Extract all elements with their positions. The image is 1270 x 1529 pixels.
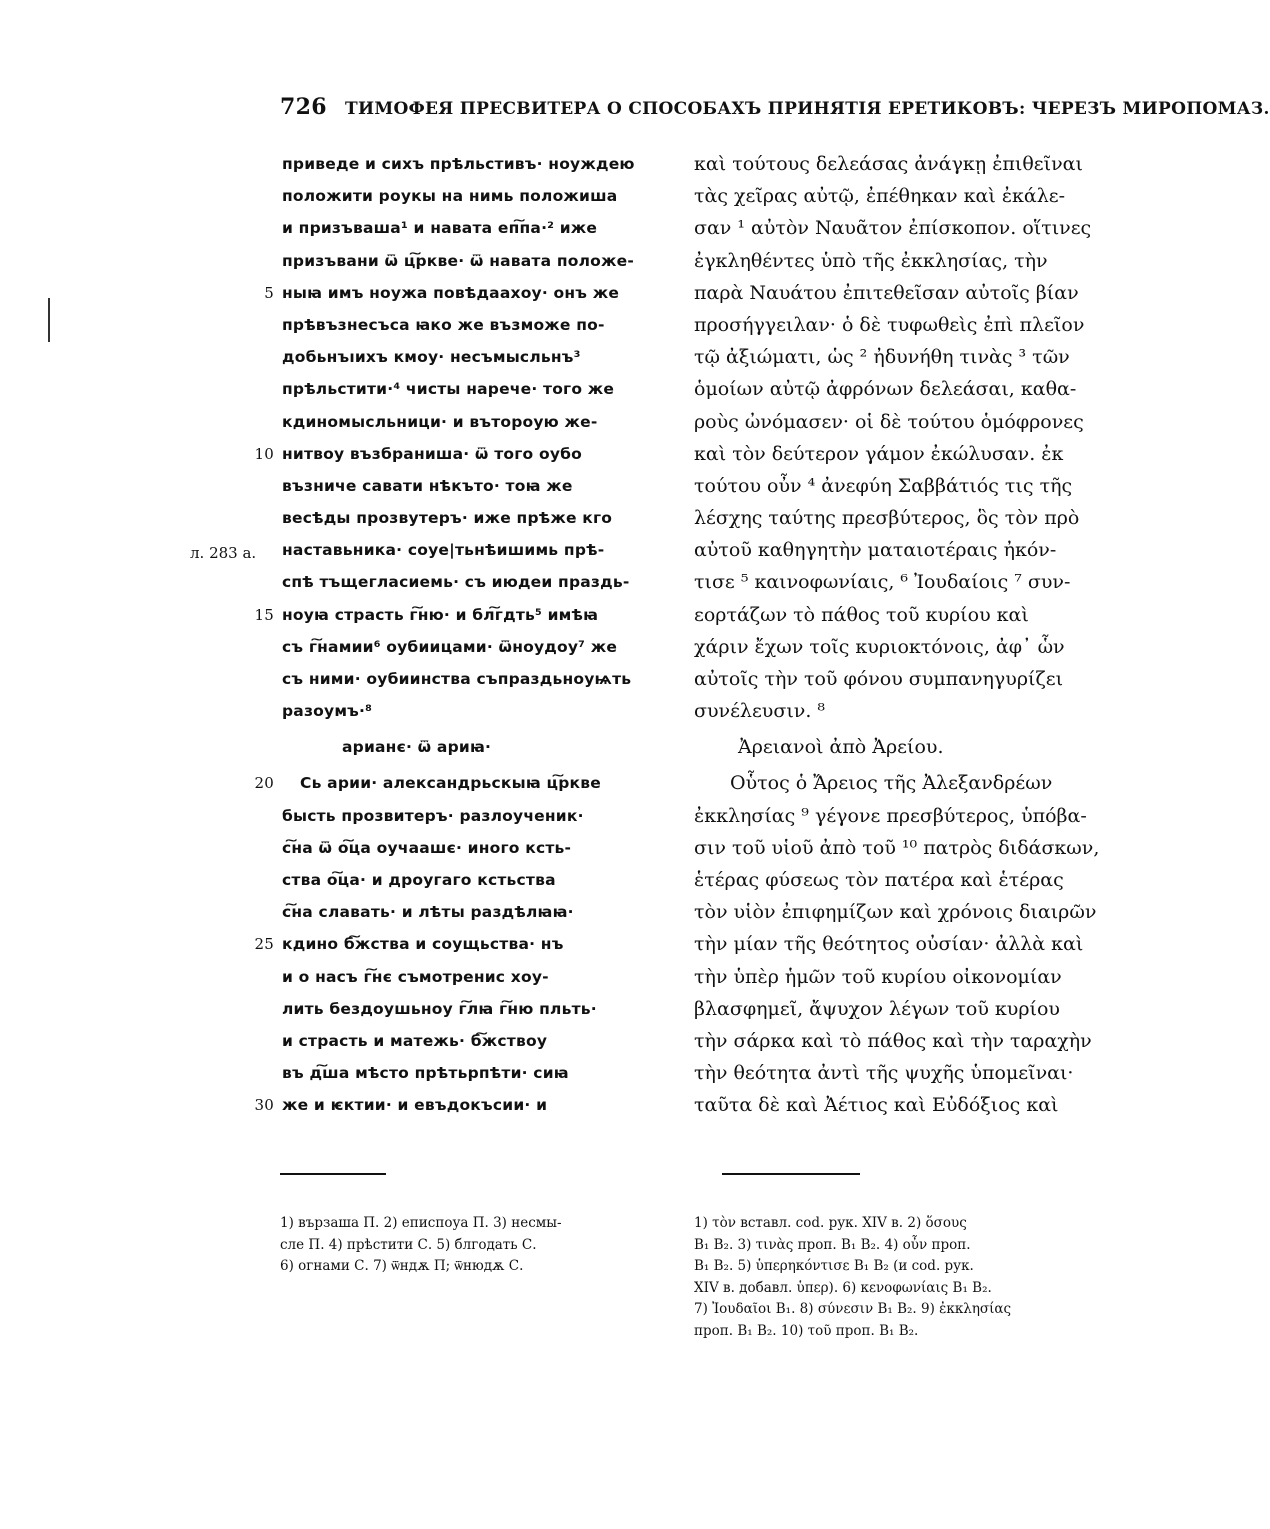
text-line	[254, 599, 670, 631]
line-text: прѣвъзнесъса ꙗко же възможе по-	[282, 315, 605, 334]
footnote-rule-left	[280, 1173, 386, 1175]
line-text: с͠на славать· и лѣты раздѣлꙗꙗ·	[282, 903, 574, 922]
line-text: с͠на ѿ о͠ца оучаашє· иного ксть-	[282, 838, 572, 857]
line-text: положити роукы на нимь положиша	[282, 187, 618, 206]
text-line: τὸν υἱὸν ἐπιφημίζων καὶ χρόνοις διαιρῶν	[694, 901, 1097, 924]
line-text: съ г͠намии⁶ оубиицами· ѿноудоу⁷ же	[282, 637, 618, 656]
text-line: Οὗτος ὁ Ἄρειος τῆς Ἀλεξανδρέων	[730, 772, 1053, 795]
line-text: и о насъ г͠нє съмотренис хоу-	[282, 967, 549, 986]
text-line: χάριν ἔχων τοῖς κυριοκτόνοις, ἀφ᾽ ὧν	[694, 635, 1065, 658]
text-line	[254, 767, 670, 799]
section-heading: арианє· ѿ ариꙗ·	[342, 738, 492, 757]
footnote-line: 1) вързаша П. 2) еписпоуа П. 3) несмы-	[280, 1215, 562, 1231]
text-line: συνέλευσιν. ⁸	[694, 700, 826, 723]
text-line: αὐτοῖς τὴν τοῦ φόνου συμπανηγυρίζει	[694, 668, 1064, 690]
text-line	[282, 993, 670, 1025]
text-line: προσήγγειλαν· ὁ δὲ τυφωθεὶς ἐπὶ πλεῖον	[694, 313, 1085, 336]
text-line	[282, 566, 670, 598]
text-line	[282, 631, 670, 663]
text-line: λέσχης ταύτης πρεσβύτερος, ὃς τὸν πρὸ	[694, 507, 1080, 530]
text-line: σιν τοῦ υἱοῦ ἀπὸ τοῦ ¹⁰ πατρὸς διδάσκων,	[694, 836, 1100, 859]
line-text: весѣды прозвутеръ· иже прѣже кго	[282, 509, 613, 528]
footnote-line: B₁ B₂. 5) ὑπερηκόντισε B₁ B₂ (и cod. рук.	[694, 1258, 974, 1274]
line-number: 15	[254, 605, 274, 624]
line-text: нитвоу възбраниша· ѿ того оубо	[282, 444, 582, 463]
footnote-line: XIV в. добавл. ὑπερ). 6) κενοφωνίαις B₁ B₂.	[694, 1279, 992, 1296]
text-line: ὁμοίων αὐτῷ ἀφρόνων δελεάσαι, καθα-	[694, 378, 1077, 401]
text-line: ροὺς ὠνόμασεν· οἱ δὲ τούτου ὁμόφρονες	[694, 410, 1084, 433]
line-text: прѣльстити·⁴ чисты нарече· того же	[282, 380, 615, 399]
line-number: 30	[254, 1096, 274, 1115]
text-line	[254, 928, 670, 960]
text-line	[282, 212, 670, 244]
line-text: призъвани ѿ ц͠ркве· ѿ навата положе-	[282, 251, 635, 270]
text-line	[282, 148, 670, 180]
footnote-line: 1) τὸν вставл. cod. рук. XIV в. 2) ὅσους	[694, 1215, 967, 1231]
scan-edge-mark	[48, 298, 50, 342]
text-line	[282, 864, 670, 896]
text-line: ἐγκληθέντες ὑπὸ τῆς ἐκκλησίας, τὴν	[694, 249, 1048, 272]
text-line: τὴν σάρκα καὶ τὸ πάθος καὶ τὴν ταραχὴν	[694, 1029, 1092, 1052]
running-header	[280, 94, 1270, 120]
text-line: εορτάζων τὸ πάθος τοῦ κυρίου καὶ	[694, 603, 1029, 626]
line-text: ноуꙗ страсть г͠ню· и бл͠гдть⁵ имѣꙗ	[282, 605, 599, 624]
line-text: же и ѥктии· и евъдокъсии· и	[282, 1096, 548, 1115]
footnote-line: 7) Ἰουδαῖοι B₁. 8) σύνεσιν B₁ B₂. 9) ἐκκλησίας	[694, 1301, 1012, 1317]
footnote-line: 6) огнами С. 7) ѿндѫ П; ѿнюдѫ С.	[280, 1258, 524, 1274]
text-line	[282, 406, 670, 438]
text-line	[282, 961, 670, 993]
text-line	[282, 800, 670, 832]
text-line	[282, 896, 670, 928]
text-line	[254, 438, 670, 470]
line-text: и страсть и матежь· б͠жствоу	[282, 1031, 548, 1050]
text-line	[282, 180, 670, 212]
line-text: ства о͠ца· и дроугаго кстьства	[282, 870, 556, 889]
line-text: бысть прозвитеръ· разлоученик·	[282, 806, 584, 825]
text-line: βλασφημεῖ, ἄψυχον λέγων τοῦ κυρίου	[694, 997, 1060, 1020]
line-text: добьнъıихъ кмоу· несъмысльнъ³	[282, 348, 581, 367]
line-text: съ ними· оубиинства съпраздьноуѩть	[282, 670, 632, 688]
text-line	[282, 245, 670, 277]
text-line	[282, 341, 670, 373]
line-text: въ д͠ша мѣсто прѣтьрпѣти· сиꙗ	[282, 1064, 569, 1083]
footnote-line: сле П. 4) прѣстити С. 5) блгодать С.	[280, 1236, 537, 1253]
greek-column	[694, 148, 1100, 1121]
text-line: τὴν ὑπὲρ ἡμῶν τοῦ κυρίου οἰκονομίαν	[694, 965, 1062, 988]
text-line: τῷ ἀξιώματι, ὡς ² ἠδυνήθη τινὰς ³ τῶν	[694, 346, 1070, 369]
text-line	[282, 1025, 670, 1057]
line-text: и призъваша¹ и навата еп͠па·² иже	[282, 219, 598, 238]
text-line: σαν ¹ αὐτὸν Ναυᾶτον ἐπίσκοπον. οἵτινες	[694, 217, 1092, 240]
text-line	[254, 1089, 670, 1121]
text-line: παρὰ Ναυάτου ἐπιτεθεῖσαν αὐτοῖς βίαν	[694, 281, 1079, 304]
text-line	[282, 309, 670, 341]
line-number: 5	[264, 283, 274, 302]
text-line	[282, 470, 670, 502]
line-text: наставьника· соуе|тьнѣишимь прѣ-	[282, 541, 605, 560]
text-line	[282, 373, 670, 405]
line-text: възниче савати нѣкъто· тоꙗ же	[282, 476, 573, 495]
footnote-line: B₁ B₂. 3) τινὰς проп. B₁ B₂. 4) οὖν проп.	[694, 1236, 971, 1253]
line-text: спѣ тъщегласиемь· съ июдеи праздь-	[282, 573, 630, 592]
text-line: ἐκκλησίας ⁹ γέγονε πρεσβύτερος, ὑπόβα-	[694, 804, 1087, 827]
text-line: ταῦτα δὲ καὶ Ἀέτιος καὶ Εὐδόξιος καὶ	[694, 1094, 1059, 1117]
text-line	[282, 663, 670, 695]
text-line: τούτου οὖν ⁴ ἀνεφύη Σαββάτιός τις τῆς	[694, 474, 1073, 497]
text-line: τὰς χεῖρας αὐτῷ, ἐπέθηκαν καὶ ἐκάλε-	[694, 185, 1066, 208]
text-line	[282, 534, 670, 566]
footnote-line: проп. B₁ B₂. 10) τοῦ проп. B₁ B₂.	[694, 1322, 919, 1339]
text-line	[282, 502, 670, 534]
line-number: 25	[254, 935, 274, 954]
footnotes-greek	[694, 1213, 1038, 1342]
text-line	[282, 832, 670, 864]
text-line	[282, 1057, 670, 1089]
text-line: αὐτοῦ καθηγητὴν ματαιοτέραις ἠκόν-	[694, 539, 1057, 562]
footnotes-slavonic	[280, 1213, 672, 1278]
line-text: лить бездоушьноу г͠лꙗ г͠ню пльть·	[282, 999, 597, 1018]
text-line: τὴν θεότητα ἀντὶ τῆς ψυχῆς ὑπομεῖναι·	[694, 1062, 1074, 1085]
manuscript-folio-note: л. 283 а.	[190, 544, 257, 562]
footnote-rule-right	[722, 1173, 860, 1175]
text-line: τισε ⁵ καινοφωνίαις, ⁶ Ἰουδαίοις ⁷ συν-	[694, 571, 1071, 594]
running-title: ТИМОФЕЯ ПРЕСВИТЕРА О СПОСОБАХЪ ПРИНЯТІЯ ЕРЕТИКОВЪ: ЧЕРЕЗЪ МИРОПОМАЗ.	[345, 99, 1270, 119]
line-text: Сь арии· александрьскыꙗ ц͠ркве	[300, 774, 601, 793]
line-number: 20	[254, 774, 274, 793]
line-text: кдино б͠жства и соущьства· нъ	[282, 935, 564, 954]
text-line: τὴν μίαν τῆς θεότητος οὐσίαν· ἀλλὰ καὶ	[694, 933, 1084, 956]
line-text: кдиномысльници· и вътороую же-	[282, 412, 598, 431]
line-text: ныꙗ имъ ноужа повѣдаахоу· онъ же	[282, 283, 620, 302]
line-text: приведе и сихъ прѣльстивъ· ноуждею	[282, 155, 635, 173]
text-line: καὶ τὸν δεύτερον γάμον ἐκώλυσαν. ἐκ	[694, 442, 1064, 465]
text-line	[264, 277, 670, 309]
line-text: разоумъ·⁸	[282, 702, 373, 721]
line-number: 10	[254, 444, 274, 463]
slavonic-column	[254, 148, 670, 1121]
text-line: ἑτέρας φύσεως τὸν πατέρα καὶ ἑτέρας	[694, 868, 1064, 891]
page-number: 726	[280, 94, 327, 120]
text-line: καὶ τούτους δελεάσας ἀνάγκῃ ἐπιθεῖναι	[694, 153, 1083, 175]
section-heading: Ἀρειανοὶ ἀπὸ Ἀρείου.	[738, 736, 944, 759]
text-line	[282, 695, 670, 727]
